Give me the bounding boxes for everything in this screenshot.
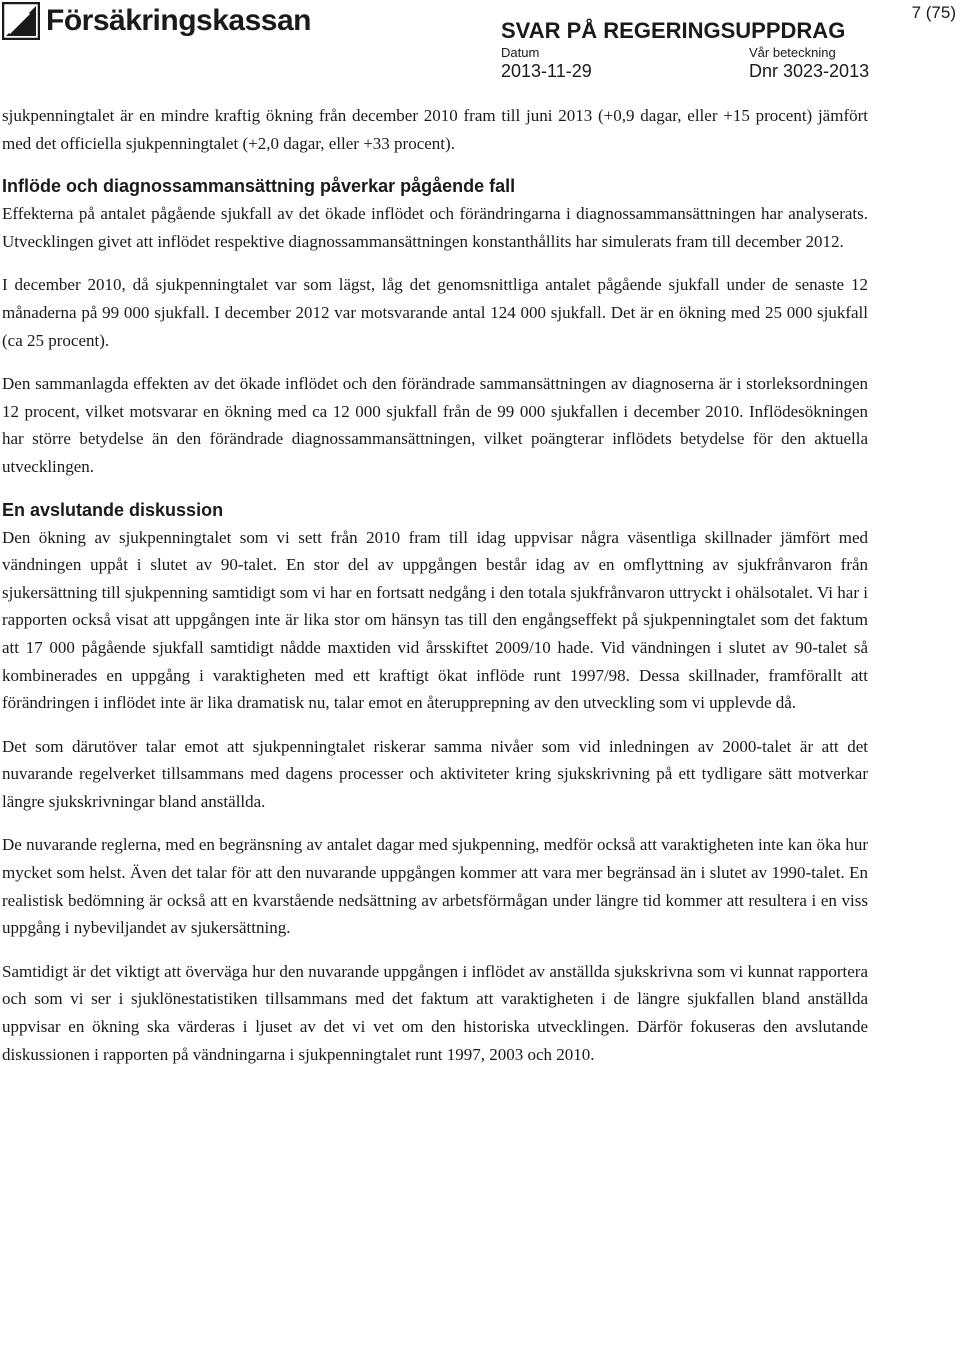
- reference-label: Vår beteckning: [749, 45, 836, 60]
- section-heading-inflow: Inflöde och diagnossammansättning påverkar pågående fall: [2, 176, 516, 197]
- paragraph: Samtidigt är det viktigt att överväga hur den nuvarande uppgången i inflödet av anställda sjukskrivna som vi kunnat rapportera och som vi ser i sjuklönestatistiken tillsammans med det faktum att varaktigheten i de längre sjukfallen bland anställda uppvisar en ökning ska värderas i ljuset av det vi vet om den historiska utvecklingen. Därför fokuseras den avslutande diskussionen i rapporten på vändningarna i sjukpenningtalet runt 1997, 2003 och 2010.: [2, 961, 868, 1064]
- paragraph: Den sammanlagda effekten av det ökade inflödet och den förändrade sammansättningen av diagnoserna är i storleksordningen 12 procent, vilket motsvarar en ökning med ca 12 000 sjukfall från de 99 000 sjukfallen i december 2010. Inflödesökningen har större betydelse än den förändrade diagnossammansättningen, vilket poängterar inflödets betydelse för den aktuella utvecklingen.: [2, 374, 868, 476]
- paragraph: Effekterna på antalet pågående sjukfall av det ökade inflödet och förändringarna i diagnossammansättningen har analyserats. Utvecklingen givet att inflödet respektive diagnossammansättningen konstanthållits har simulerats fram till december 2012.: [2, 204, 868, 251]
- paragraph: Den ökning av sjukpenningtalet som vi sett från 2010 fram till idag uppvisar några väsentliga skillnader jämfört med vändningen uppåt i slutet av 90-talet. En stor del av uppgången består idag av en omflyttning av sjukfrånvaron från sjukersättning till sjukpenning samtidigt som vi har en fortsatt nedgång i den totala sjukfrånvaron uttryckt i ohälsotalet. Vi har i rapporten också visat att uppgången inte är lika stor om hänsyn tas till den engångseffekt på sjukpenningtalet som det faktum att 17 000 pågående sjukfall samtidigt nådde maxtiden vid årsskiftet 2009/10 hade. Vid vändningen i slutet av 90-talet så kombinerades en uppgång i varaktigheten med ett kraftigt ökat inflöde runt 1997/98. Dessa skillnader, framförallt att förändringen i inflödet inte är lika dramatisk nu, talar emot en återupprepning av den utveckling som vi upplevde då.: [2, 527, 868, 713]
- paragraph: Det som därutöver talar emot att sjukpenningtalet riskerar samma nivåer som vid inledningen av 2000-talet är att det nuvarande regelverket tillsammans med dagens processer och aktiviteter kring sjukskrivning på ett tydligare sätt motverkar längre sjukskrivningar bland anställda.: [2, 736, 868, 811]
- date-value: 2013-11-29: [501, 61, 592, 81]
- page-number: 7 (75): [911, 3, 956, 22]
- section-heading-discussion: En avslutande diskussion: [2, 499, 224, 520]
- logo-text: Försäkringskassan: [46, 4, 311, 37]
- paragraph: De nuvarande reglerna, med en begränsning av antalet dagar med sjukpenning, medför också att varaktigheten inte kan öka hur mycket som helst. Även det talar för att den nuvarande uppgången kommer att vara mer begränsad än i slutet av 1990-talet. En realistisk bedömning är också att en kvarstående nedsättning av arbetsförmågan under längre tid kommer att resultera i en viss uppgång i nybeviljandet av sjukersättning.: [2, 835, 868, 938]
- paragraph: I december 2010, då sjukpenningtalet var som lägst, låg det genomsnittliga antalet pågående sjukfall under de senaste 12 månaderna på 99 000 sjukfall. I december 2012 var motsvarande antal 124 000 sjukfall. Det är en ökning med 25 000 sjukfall (ca 25 procent).: [2, 275, 868, 350]
- document-body: [2, 102, 868, 1084]
- logo-mark-icon: [2, 2, 40, 40]
- intro-paragraph: sjukpenningtalet är en mindre kraftig ökning från december 2010 fram till juni 2013 (+0,9 dagar, eller +15 procent) jämfört med det officiella sjukpenningtalet (+2,0 dagar, eller +33 procent).: [2, 106, 868, 153]
- page-header: [0, 0, 960, 86]
- reference-value: Dnr 3023-2013: [749, 61, 870, 81]
- date-label: Datum: [501, 45, 540, 60]
- document-type: SVAR PÅ REGERINGSUPPDRAG: [501, 18, 846, 43]
- agency-logo: [2, 2, 311, 40]
